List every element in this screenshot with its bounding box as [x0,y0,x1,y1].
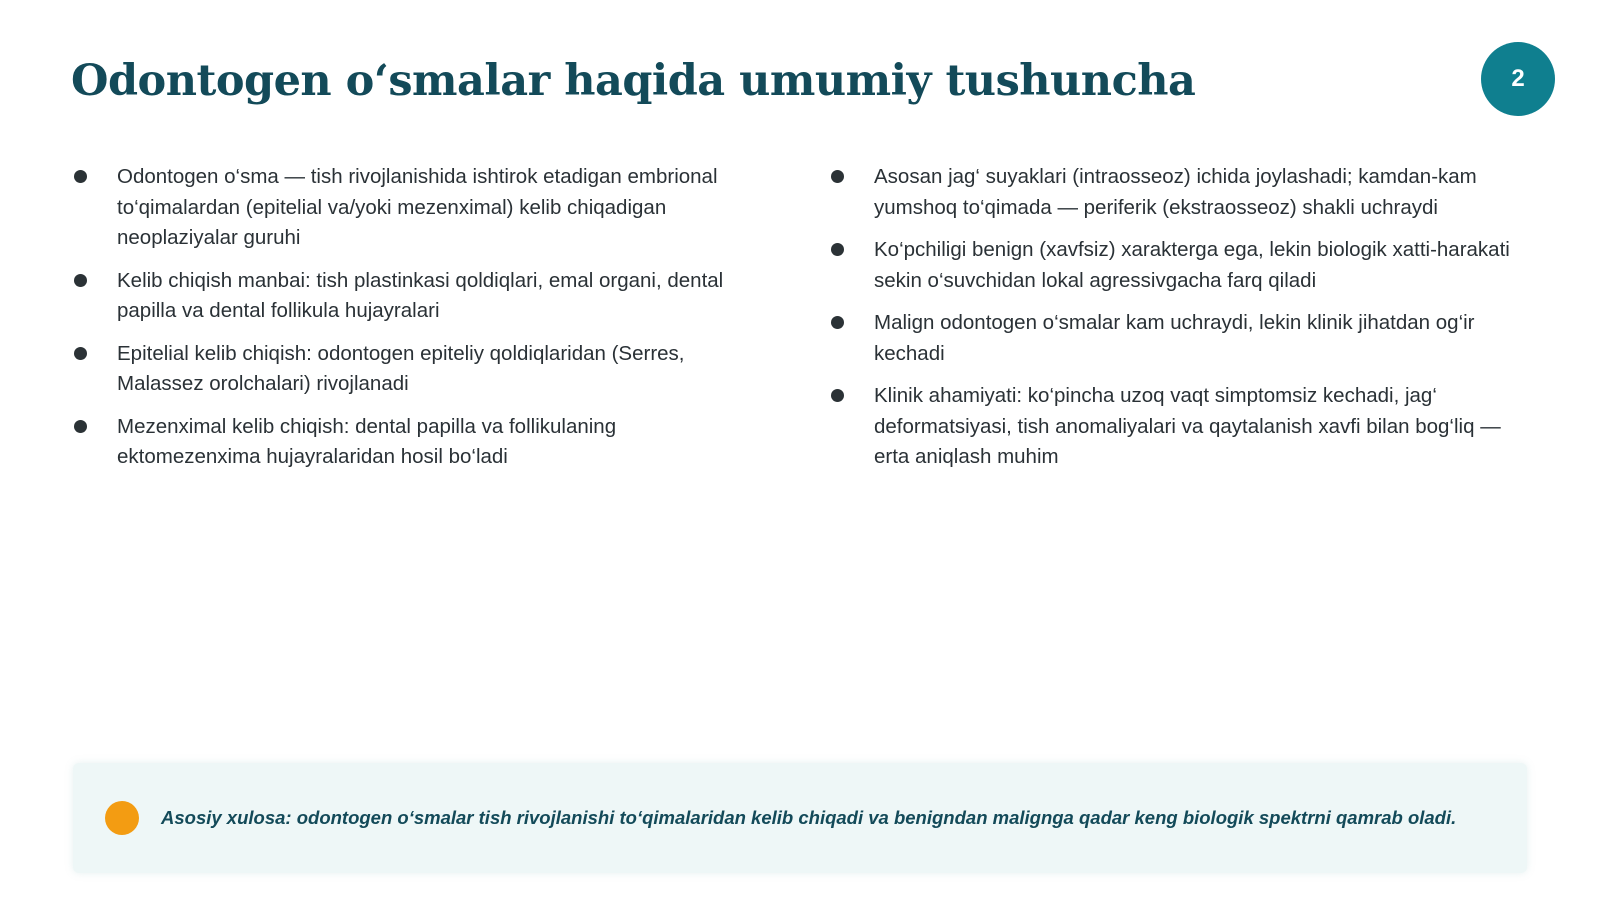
bullet-text: Klinik ahamiyati: ko‘pincha uzoq vaqt simptomsiz kechadi, jag‘ deformatsiyasi, tish anomaliyalari va qaytalanish xavfi bilan bog‘liq — erta aniqlash muhim [874,384,1501,468]
conclusion-text: Asosiy xulosa: odontogen o‘smalar tish rivojlanishi to‘qimalaridan kelib chiqadi va benigndan malignga qadar keng biologik spektrni qamrab oladi. [161,807,1457,828]
bullet-dot-icon [831,243,844,256]
bullet-text: Ko‘pchiligi benign (xavfsiz) xarakterga ega, lekin biologik xatti-harakati sekin o‘suvchidan lokal agressivgacha farq qiladi [874,238,1510,292]
slide-title: Odontogen o‘smalar haqida umumiy tushuncha [71,56,1196,106]
bullet-item [71,266,751,327]
bullet-dot-icon [831,316,844,329]
orange-dot-icon [105,801,139,835]
bullet-item [828,308,1538,369]
bullet-item [828,235,1538,296]
bullet-text: Malign odontogen o‘smalar kam uchraydi, lekin klinik jihatdan og‘ir kechadi [874,311,1475,365]
bullet-text: Odontogen o‘sma — tish rivojlanishida ishtirok etadigan embrional to‘qimalardan (epitelial va/yoki mezenximal) kelib chiqadigan neoplaziyalar guruhi [117,165,718,249]
bullet-dot-icon [831,389,844,402]
bullet-text: Asosan jag‘ suyaklari (intraosseoz) ichida joylashadi; kamdan-kam yumshoq to‘qimada — periferik (ekstraosseoz) shakli uchraydi [874,165,1477,219]
bullet-text: Kelib chiqish manbai: tish plastinkasi qoldiqlari, emal organi, dental papilla va dental follikula hujayralari [117,268,724,322]
conclusion-box [73,763,1527,873]
left-bullet-list [71,162,751,485]
bullet-dot-icon [74,274,87,287]
bullet-item [71,339,751,400]
bullet-item [71,162,751,254]
right-bullet-list [828,162,1538,485]
bullet-dot-icon [74,420,87,433]
bullet-dot-icon [74,170,87,183]
bullet-item [828,162,1538,223]
bullet-item [828,381,1538,473]
bullet-text: Epitelial kelib chiqish: odontogen epiteliy qoldiqlaridan (Serres, Malassez orolchalari) rivojlanadi [117,341,685,395]
page-number-badge: 2 [1481,42,1555,116]
bullet-text: Mezenximal kelib chiqish: dental papilla va follikulaning ektomezenxima hujayralaridan hosil bo‘ladi [117,414,617,468]
bullet-dot-icon [74,347,87,360]
bullet-dot-icon [831,170,844,183]
bullet-item [71,412,751,473]
